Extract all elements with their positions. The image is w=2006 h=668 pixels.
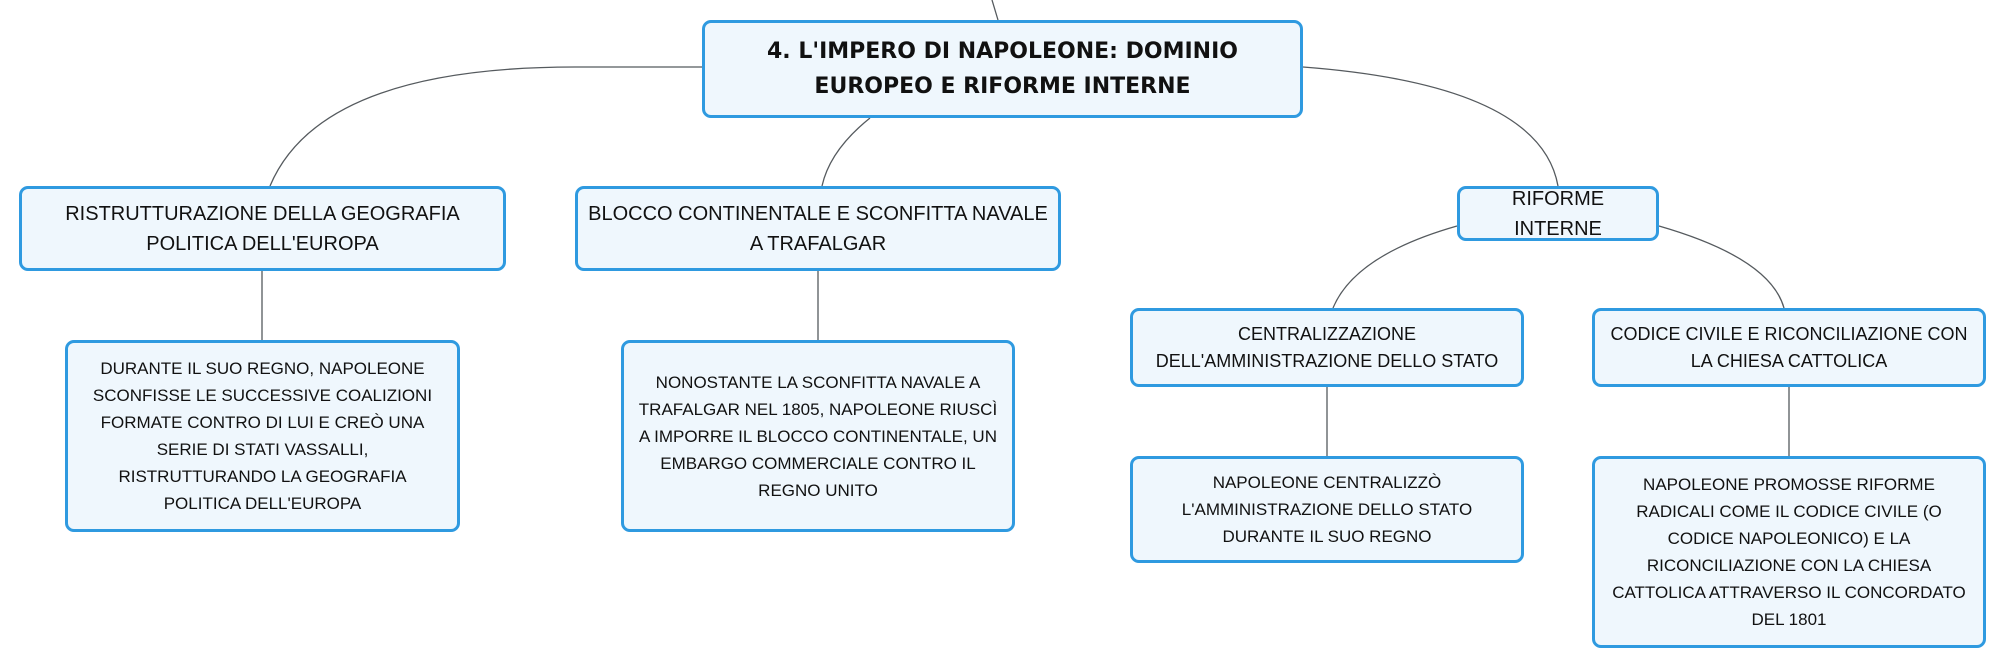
connector-riforme-to-codice <box>1659 226 1784 308</box>
detail-geografia-politica[interactable] <box>65 340 460 532</box>
subtopic-label: CODICE CIVILE E RICONCILIAZIONE CON LA CHIESA CATTOLICA <box>1610 323 1968 371</box>
detail-blocco-continentale[interactable] <box>621 340 1015 532</box>
subtopic-codice-civile[interactable] <box>1592 308 1986 387</box>
topic-label: BLOCCO CONTINENTALE E SCONFITTA NAVALE A TRAFALGAR <box>588 202 1048 255</box>
detail-text: NAPOLEONE PROMOSSE RIFORME RADICALI COME IL CODICE CIVILE (O CODICE NAPOLEONICO) E LA RICONCILIAZIONE CON LA CHIESA CATTOLICA ATTRAVERSO IL CONCORDATO DEL 1801 <box>1612 475 1966 629</box>
detail-text: NONOSTANTE LA SCONFITTA NAVALE A TRAFALGAR NEL 1805, NAPOLEONE RIUSCÌ A IMPORRE IL BLOCCO CONTINENTALE, UN EMBARGO COMMERCIALE CONTRO IL REGNO UNITO <box>638 372 998 500</box>
subtopic-label: CENTRALIZZAZIONE DELL'AMMINISTRAZIONE DELLO STATO <box>1155 323 1499 371</box>
connector-root-to-blocco <box>822 118 870 186</box>
detail-codice-civile[interactable] <box>1592 456 1986 648</box>
topic-geografia-politica[interactable] <box>19 186 506 271</box>
detail-text: DURANTE IL SUO REGNO, NAPOLEONE SCONFISSE LE SUCCESSIVE COALIZIONI FORMATE CONTRO DI LUI E CREÒ UNA SERIE DI STATI VASSALLI, RISTRUTTURANDO LA GEOGRAFIA POLITICA DELL'EUROPA <box>92 359 433 513</box>
root-topic-node[interactable] <box>702 20 1303 118</box>
subtopic-centralizzazione[interactable] <box>1130 308 1524 387</box>
detail-text: NAPOLEONE CENTRALIZZÒ L'AMMINISTRAZIONE DELLO STATO DURANTE IL SUO REGNO <box>1181 473 1473 546</box>
connector-root-to-riforme <box>1303 67 1558 186</box>
topic-blocco-continentale[interactable] <box>575 186 1061 271</box>
connector-parent-to-root <box>992 0 998 20</box>
topic-label: RIFORME INTERNE <box>1511 187 1605 240</box>
detail-centralizzazione[interactable] <box>1130 456 1524 563</box>
topic-riforme-interne[interactable] <box>1457 186 1659 241</box>
root-topic-label: 4. L'IMPERO DI NAPOLEONE: DOMINIO EUROPEO E RIFORME INTERNE <box>767 39 1238 99</box>
connector-root-to-geografia <box>270 67 702 186</box>
topic-label: RISTRUTTURAZIONE DELLA GEOGRAFIA POLITICA DELL'EUROPA <box>65 202 460 255</box>
connector-riforme-to-centralizzazione <box>1333 226 1457 308</box>
